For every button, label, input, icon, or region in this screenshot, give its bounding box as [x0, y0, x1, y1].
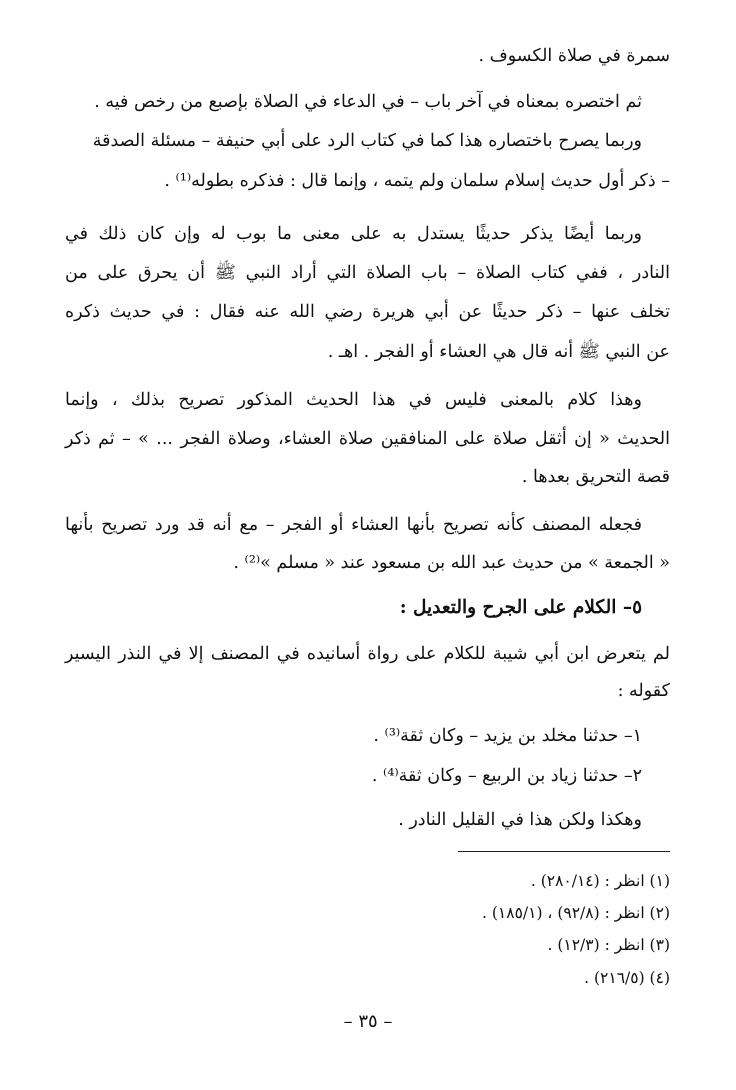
footnote-divider	[458, 851, 670, 852]
footnote: (٣) انظر : (١٢/٣) .	[547, 936, 670, 954]
text-line: وهذا كلام بالمعنى فليس في هذا الحديث المذكور تصريح بذلك ، وإنما	[65, 390, 642, 410]
section-title: الكلام على الجرح والتعديل :	[399, 597, 617, 618]
footnote: (١) انظر : (٢٨٠/١٤) .	[530, 872, 670, 890]
text-line: ثم اختصره بمعناه في آخر باب – في الدعاء في الصلاة بإصبع من رخص فيه .	[94, 92, 642, 112]
text-line: سمرة في صلاة الكسوف .	[478, 46, 670, 66]
text-line: فجعله المصنف كأنه تصريح بأنها العشاء أو الفجر – مع أنه قد ورد تصريح بأنها	[65, 515, 642, 535]
text-line: – ذكر أول حديث إسلام سلمان ولم يتمه ، وإنما قال : فذكره بطوله⁽¹⁾ .	[164, 171, 670, 191]
text-line: وهكذا ولكن هذا في القليل النادر .	[398, 810, 642, 830]
footnote: (٤) (٢١٦/٥) .	[584, 969, 670, 987]
section-heading	[37, 591, 642, 625]
text-line: الحديث « إن أثقل صلاة على المنافقين صلاة العشاء، وصلاة الفجر ... » – ثم ذكر	[65, 429, 670, 449]
page-number: – ٣٥ –	[343, 1011, 393, 1032]
text-line: عن النبي ﷺ أنه قال هي العشاء أو الفجر . اهـ .	[327, 342, 670, 362]
text-line: قصة التحريق بعدها .	[521, 467, 670, 487]
text-line: لم يتعرض ابن أبي شيبة للكلام على رواة أسانيده في المصنف إلا في النذر اليسير	[65, 644, 670, 664]
text-line: النادر ، ففي كتاب الصلاة – باب الصلاة التي أراد النبي ﷺ أن يحرق على من	[65, 263, 670, 283]
footnote: (٢) انظر : (٩٢/٨) ، (١٨٥/١) .	[482, 904, 670, 922]
text-line: وربما يصرح باختصاره هذا كما في كتاب الرد على أبي حنيفة – مسئلة الصدقة	[92, 131, 642, 151]
section-number: ٥–	[622, 597, 642, 618]
list-item: ٢– حدثنا زياد بن الربيع – وكان ثقة⁽⁴⁾ .	[371, 766, 642, 786]
text-line: « الجمعة » من حديث عبد الله بن مسعود عند « مسلم »⁽²⁾ .	[233, 553, 670, 573]
list-item: ١– حدثنا مخلد بن يزيد – وكان ثقة⁽³⁾ .	[373, 726, 642, 746]
text-line: كقوله :	[617, 681, 670, 701]
text-line: تخلف عنها – ذكر حديثًا عن أبي هريرة رضي الله عنه فقال : في حديث ذكره	[65, 302, 670, 322]
text-line: وربما أيضًا يذكر حديثًا يستدل به على معنى ما بوب له وإن كان ذلك في	[65, 224, 642, 244]
